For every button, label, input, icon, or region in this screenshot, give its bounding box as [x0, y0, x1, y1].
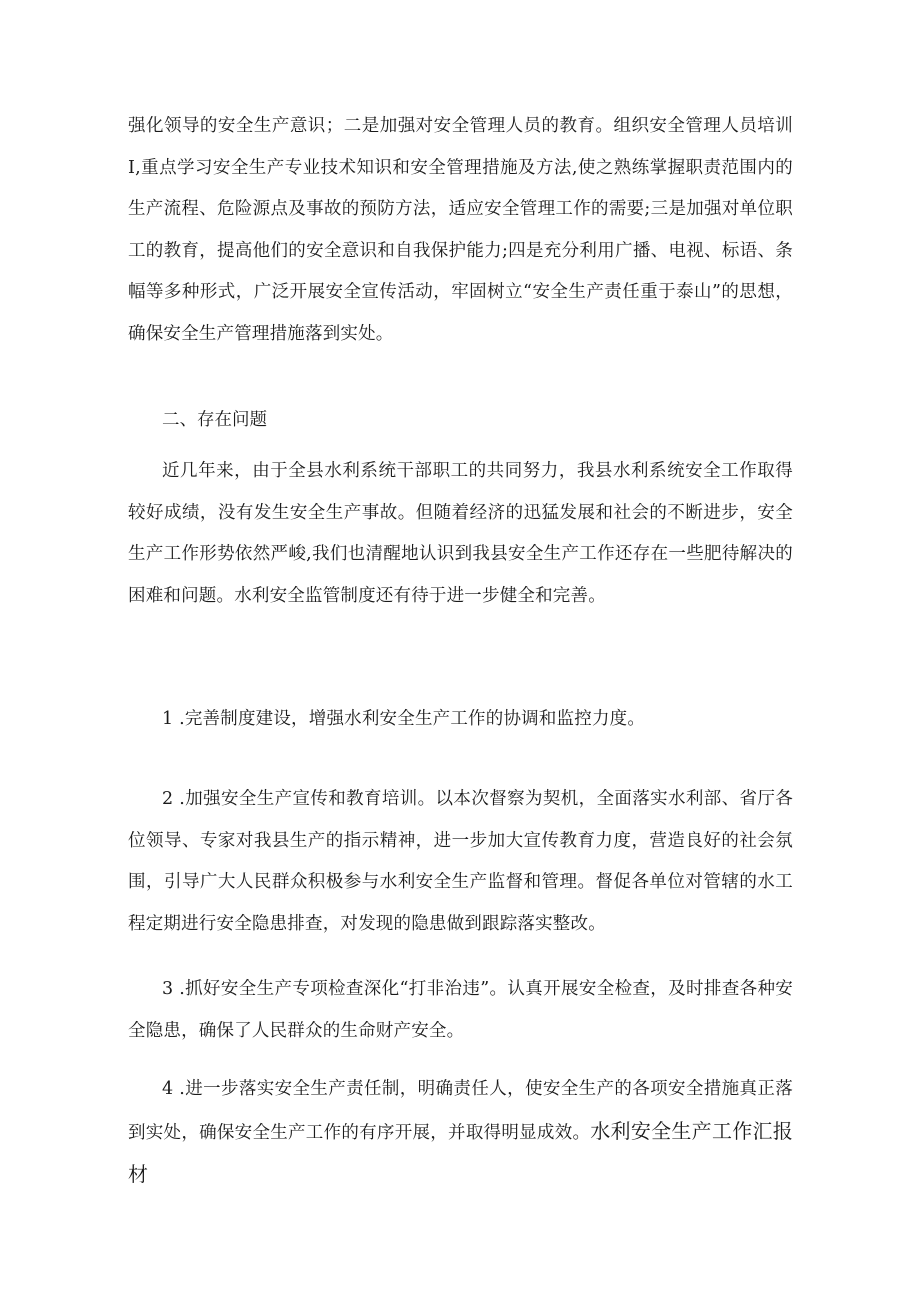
list-item-4-text: 4 .进一步落实安全生产责任制，明确责任人，使安全生产的各项安全措施真正落到实处，确保安全生产工作的有序开展，并取得明显成效。 [128, 1079, 793, 1143]
section-heading-problems: 二、存在问题 [162, 410, 267, 430]
list-item-3: 3 .抓好安全生产专项检查深化“打非治违”。认真开展安全检查，及时排查各种安全隐患，确保了人民群众的生命财产安全。 [128, 979, 793, 1041]
list-item-1: 1 .完善制度建设，增强水利安全生产工作的协调和监控力度。 [162, 709, 646, 729]
paragraph-problems: 近几年来，由于全县水利系统干部职工的共同努力，我县水利系统安全工作取得较好成绩，没有发生安全生产事故。但随着经济的迅猛发展和社会的不断进步，安全生产工作形势依然严峻,我们也清醒地认识到我县安全生产工作还存在一些肥待解决的困难和问题。水利安全监管制度还有待于进一步健全和完善。 [128, 461, 793, 606]
trailing-document-title: 水利安全生产工作汇报材 [128, 1118, 794, 1186]
list-item-2: 2 .加强安全生产宣传和教育培训。以本次督察为契机，全面落实水利部、省厅各位领导、专家对我县生产的指示精神，进一步加大宣传教育力度，营造良好的社会氛围，引导广大人民群众积极参与水利安全生产监督和管理。督促各单位对管辖的水工程定期进行安全隐患排查，对发现的隐患做到跟踪落实整改。 [128, 789, 793, 934]
list-item-4 [128, 1069, 793, 1198]
paragraph-intro: 强化领导的安全生产意识；二是加强对安全管理人员的教育。组织安全管理人员培训I,重点学习安全生产专业技术知识和安全管理措施及方法,使之熟练掌握职责范围内的生产流程、危险源点及事故的预防方法，适应安全管理工作的需要;三是加强对单位职工的教育，提高他们的安全意识和自我保护能力;四是充分利用广播、电视、标语、条幅等多种形式，广泛开展安全宣传活动，牢固树立“安全生产责任重于泰山”的思想，确保安全生产管理措施落到实处。 [128, 116, 793, 344]
